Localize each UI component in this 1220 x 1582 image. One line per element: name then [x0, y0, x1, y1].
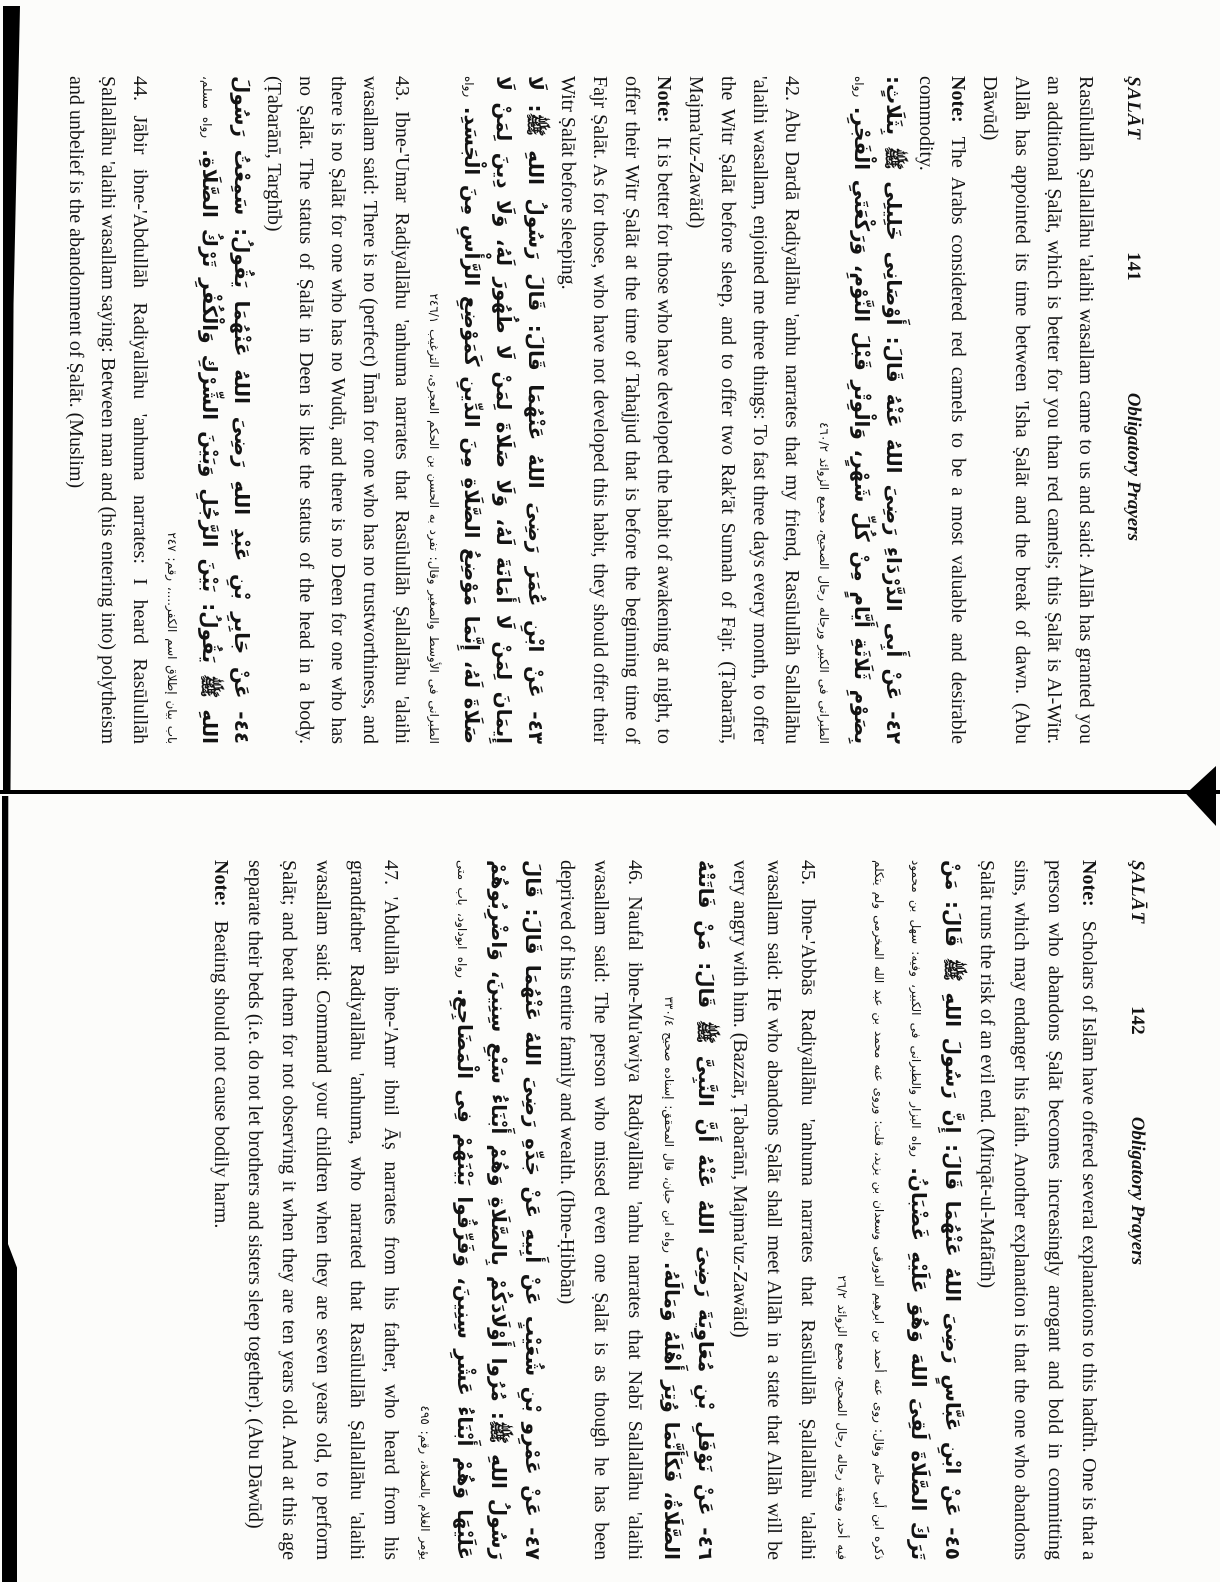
arabic-hadith-46-reference: رواه ابن حبان، قال المحقق: إسناده صحيح ٣٣٠/٤: [662, 996, 676, 1253]
arabic-hadith-46: [652, 860, 723, 1560]
note-label: Note:: [947, 76, 969, 123]
paragraph-hadith-46-translation: 46. Naufal ibne-Mu'awiya Radiyallāhu 'anhu narrates that Nabī Sallallāhu 'alaihi wasallam said: The person who missed even one Ṣalāt is as though he has been deprived of his entire family and wealth. (Ibne-Ḥibbān): [556, 860, 646, 1560]
arabic-hadith-42-reference: رواه الطبرانى فى الكبير ورجاله رجال الصحيح، مجمع الزوائد ٤٦٠/٢: [817, 76, 866, 744]
arabic-hadith-47-reference: رواه ابوداود، باب متى يؤمر الغلام بالصلاة، رقم: ٤٩٥: [418, 860, 469, 1560]
running-head-141: [1122, 76, 1144, 541]
paragraph-hadith-43-translation: 43. Ibne-'Umar Radiyallāhu 'anhuma narrates that Rasūlullāh Ṣallallāhu 'alaihi wasallam said: There is no (perfect) Īmān for one who has no trustworthiness, and there is no Ṣalāt for one who has no Wudū, and there is no Deen for one who has no Ṣalāt. The status of Ṣalāt in Deen is like the status of the head in a body. (Ṭabarānī, Targhīb): [263, 76, 413, 744]
paragraph-hadith-45-translation: 45. Ibne-'Abbās Radiyallāhu 'anhuma narrates that Rasūlullāh Ṣallallāhu 'alaihi wasallam said: He who abandons Ṣalāt shall meet Allāh in a state that Allāh will be very angry with him. (Bazzār, Ṭabarānī, Majma'uz-Zawāid): [729, 860, 819, 1560]
arabic-hadith-47-text: ٤٧- عَنْ عَمْرِو بْنِ شُعَيْبٍ عَنْ أَبِيهِ عَنْ جَدِّهِ رَضِىَ اللهُ عَنْهُمَا قَالَ: قَالَ رَسُولُ اللهِ ﷺ: مُرُوا أَوْلَادَكُمْ بِالصَّلَاةِ وَهُمْ أَبْنَاءُ سَبْعِ سِنِينَ، وَاضْرِبُوهُمْ عَلَيْهَا وَهُمْ أَبْنَاءُ عَشْرِ سِنِينَ، وَفَرِّقُوا بَيْنَهُمْ فِى الْمَضَاجِعِ.: [453, 860, 545, 1561]
scan-edge-bar-bottom: [2, 796, 17, 1582]
note-witr-tahajjud: [552, 76, 680, 744]
page-number: 142: [1127, 1006, 1148, 1035]
arabic-hadith-45: [825, 860, 970, 1560]
page-142-body: [204, 860, 1106, 1560]
note-text: The Arabs considered red camels to be a most valuable and desirable commodity.: [915, 76, 969, 744]
arabic-hadith-43-text: ٤٣- عَنْ ابْنِ عُمَرَ رَضِىَ اللهُ عَنْهُمَا قَالَ: قَالَ رَسُولُ اللهِ ﷺ: لَا إِيمَانَ لِمَنْ لَا أَمَانَةَ لَهُ، وَلَا صَلَاةَ لِمَنْ لَا طُهُورَ لَهُ، وَلَا دِينَ لِمَنْ لَا صَلَاةَ لَهُ، إِنَّمَا مَوْضِعُ الصَّلَاةِ مِنَ الدِّينِ كَمَوْضِعِ الرَّأْسِ مِنَ الْجَسَدِ.: [460, 76, 548, 744]
paragraph-hadith-44-translation: 44. Jābir ibne-'Abdullāh Radiyallāhu 'anhuma narrates: I heard Rasūlullāh Ṣallallāhu 'alaihi wasallam saying: Between man and (his entering into) polytheism and unbelief is the abandonment of Ṣalāt. (Muslim): [65, 76, 151, 744]
page-title: ŞALĀT: [1123, 76, 1144, 141]
section-title: Obligatory Prayers: [1123, 392, 1144, 541]
note-label: Note:: [210, 860, 232, 907]
paragraph-hadith-42-translation: 42. Abu Dardā Radiyallāhu 'anhu narrates that my friend, Rasūlullāh Sallallāhu 'alaihi wasallam, enjoined me three things: To fast three days every month, to offer the Witr Ṣalāt before sleep, and to offer two Rak'āt Sunnah of Fajr. (Ṭabarānī, Majma'uz-Zawāid): [685, 76, 803, 744]
page-title: ŞALĀT: [1127, 860, 1148, 925]
note-text: Scholars of Islām have offered several explanations to this hadīth. One is that a person who abandons Ṣalāt becomes increasingly arrogant and bold in committing sins, which may endanger his faith. Another explanation is that the one who abandons Ṣalāt runs the risk of an evil end. (Mirqāt-ul-Mafātīh): [976, 860, 1100, 1560]
note-text: It is better for those who have developed the habit of awakening at night, to offer their Witr Ṣalāt at the time of Tahajjud that is before the beginning time of Fajr Ṣalāt. As for those, who have not developed this habit, they should offer their Witr Ṣalāt before sleeping.: [557, 76, 675, 744]
page-142: [57, 826, 1162, 1576]
page-number: 141: [1123, 252, 1144, 281]
arabic-hadith-44: [156, 76, 258, 744]
arabic-hadith-42: [808, 76, 910, 744]
page-141: [50, 28, 1162, 760]
arabic-hadith-43-reference: رواه الطبرانى فى الأوسط والصغير وقال: تفرد به الحسن بن الحكم العجرى، الترغيب ٢٤٦/١: [427, 76, 476, 744]
note-text: Beating should not cause bodily harm.: [210, 920, 232, 1229]
page-141-body: [60, 76, 1102, 744]
section-title: Obligatory Prayers: [1127, 1116, 1148, 1265]
note-scholars-explanations: [970, 860, 1106, 1560]
scan-edge-bar-top: [3, 6, 20, 790]
paragraph-hadith-47-translation: 47. 'Abdullāh ibne-'Amr ibnil Āṣ narrates from his father, who heard from his grandfather Radiyallāhu 'anhuma, who narrated that Rasūlullāh Ṣallallāhu 'alaihi wasallam said: Command your children when they are seven years old, to perform Ṣalāt; and beat them for not observing it when they are ten years old. And at this age separate their beds (i.e. do not let brothers and sisters sleep together). (Abu Dāwūd): [244, 860, 402, 1560]
arabic-hadith-44-text: ٤٤- عَنْ جَابِرِ بْنِ عَبْدِ اللهِ رَضِىَ اللهُ عَنْهُمَا يَقُولُ: سَمِعْتُ رَسُولَ اللهِ ﷺ يَقُولُ: بَيْنَ الرَّجُلِ وَبَيْنَ الشِّرْكِ وَالْكُفْرِ تَرْكُ الصَّلَاةِ.: [198, 76, 254, 744]
paragraph-intro-witr: Rasūlullāh Ṣallallāhu 'alaihi wasallam came to us and said: Allāh has granted you an additional Ṣalāt, which is better for you than red camels; this Ṣalāt is Al-Witr. Allāh has appointed its time between 'Isha Ṣalāt and the break of dawn. (Abu Dāwūd): [979, 76, 1097, 744]
scan-page-divider-line: [0, 790, 1220, 794]
running-head-142: [1126, 860, 1148, 1265]
note-label: Note:: [1078, 860, 1100, 907]
arabic-hadith-47: [408, 860, 550, 1560]
arabic-hadith-44-reference: رواه مسلم، باب بيان إطلاق اسم الكفر....، رقم: ٢٤٧: [165, 76, 214, 744]
note-label: Note:: [653, 76, 675, 123]
arabic-hadith-42-text: ٤٢- عَنْ أَبِى الدَّرْدَاءِ رَضِىَ اللهُ عَنْهُ قَالَ: أَوْصَانِى خَلِيلِى ﷺ بِثَلَاثٍ: بِصَوْمِ ثَلَاثَةِ أَيَّامٍ مِنْ كُلِّ شَهْرٍ، وَالْوِتْرِ قَبْلَ النَّوْمِ، وَرَكْعَتَىِ الْفَجْرِ.: [850, 76, 906, 744]
arabic-hadith-45-reference: رواه البزار والطبرانى فى الكبير، وفيه: سهل بن محمود ذكره ابن أبى حاتم وقال: روى عنه أحمد بن ابرهيم الدورقى وسعدان بن يزيد، قلت: وروى عنه محمد بن عبد الله المخرمى ولم يتكلم فيه أحد، وبقية رجاله رجال الصحيح، مجمع الزوائد ٢٦/٢: [835, 860, 923, 1560]
note-red-camels: [910, 76, 974, 744]
arabic-hadith-46-text: ٤٦- عَنْ نَوْفَلِ بْنِ مُعَاوِيَةَ رَضِىَ اللهُ عَنْهُ أَنَّ النَّبِىَّ ﷺ قَالَ: مَنْ فَاتَتْهُ الصَّلَاةُ، فَكَأَنَّمَا وُتِرَ أَهْلَهُ وَمَالَهُ.: [660, 860, 718, 1560]
arabic-hadith-43: [418, 76, 552, 744]
note-beating: [204, 860, 238, 1560]
scan-corner-wedge: [1186, 766, 1216, 826]
arabic-hadith-45-text: ٤٥- عَنْ ابْنِ عَبَّاسٍ رَضِىَ اللهُ عَنْهُمَا قَالَ: إِنَّ رَسُولَ اللهِ ﷺ قَالَ: مَنْ تَرَكَ الصَّلَاةَ لَقِىَ اللهَ وَهُوَ عَلَيْهِ غَضْبَانُ.: [907, 860, 965, 1560]
